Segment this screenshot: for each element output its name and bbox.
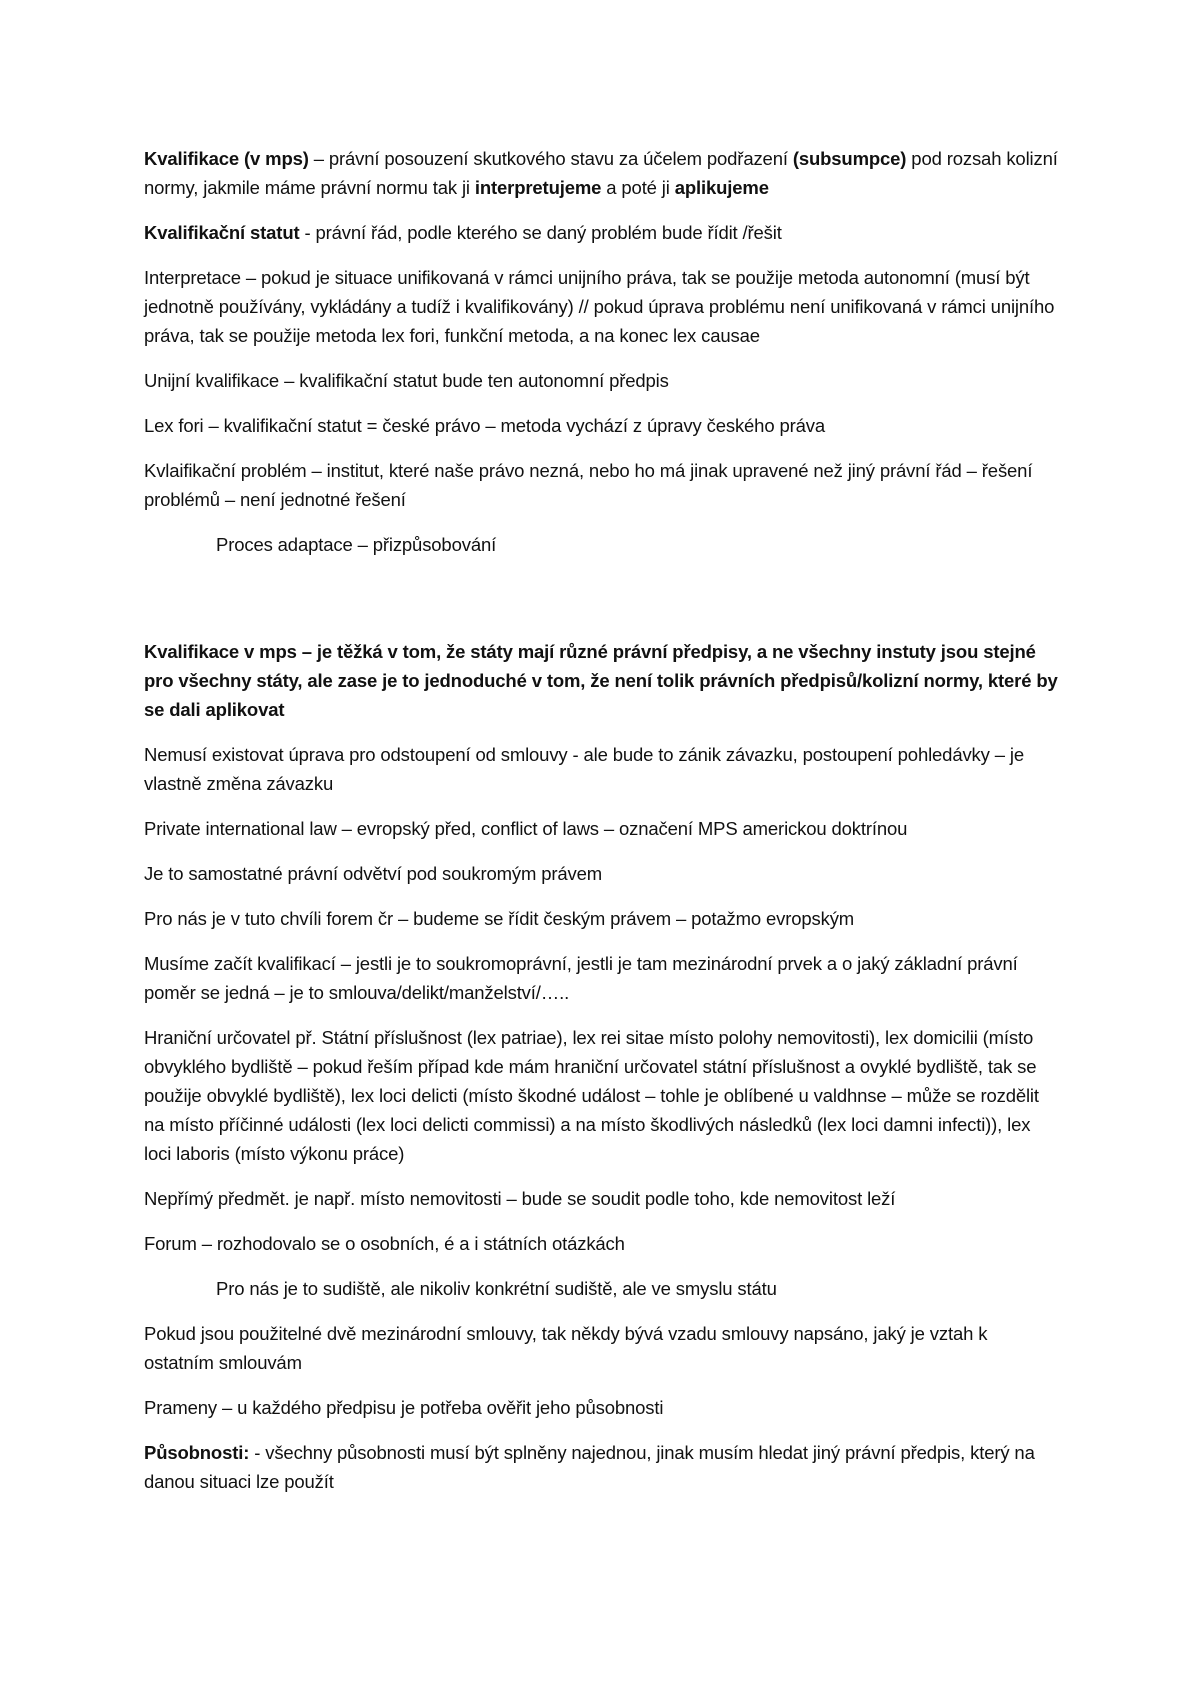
paragraph [144, 949, 1060, 1007]
paragraph [144, 814, 1060, 843]
text-run: Pro nás je to sudiště, ale nikoliv konkrétní sudiště, ale ve smyslu státu [216, 1278, 777, 1299]
paragraph [144, 144, 1060, 202]
text-run: Lex fori – kvalifikační statut = české právo – metoda vychází z úpravy českého práva [144, 415, 825, 436]
paragraph [144, 218, 1060, 247]
text-run: Je to samostatné právní odvětví pod soukromým právem [144, 863, 602, 884]
text-run: Private international law – evropský před, conflict of laws – označení MPS americkou doktrínou [144, 818, 908, 839]
text-run: – právní posouzení skutkového stavu za účelem podřazení [308, 148, 793, 169]
text-run: Unijní kvalifikace – kvalifikační statut bude ten autonomní předpis [144, 370, 669, 391]
text-run: Kvlaifikační problém – institut, které naše právo nezná, nebo ho má jinak upravené než jiný právní řád – řešení problémů – není jednotné řešení [144, 460, 1033, 510]
text-run: Pro nás je v tuto chvíli forem čr – budeme se řídit českým právem – potažmo evropským [144, 908, 855, 929]
paragraph [144, 411, 1060, 440]
bold-text-run: (subsumpce) [792, 148, 907, 169]
bold-text-run: Působnosti: [144, 1442, 250, 1463]
text-run: Prameny – u každého předpisu je potřeba ověřit jeho působnosti [144, 1397, 664, 1418]
text-run: Forum – rozhodovalo se o osobních, é a i státních otázkách [144, 1233, 625, 1254]
paragraph [144, 740, 1060, 798]
bold-text-run: Kvalifikace v mps – je těžká v tom, že státy mají různé právní předpisy, a ne všechny instuty jsou stejné pro všechny státy, ale zase je to jednoduché v tom, že není tolik právních předpisů/kolizní normy, které by se dali aplikovat [144, 641, 1058, 720]
bold-text-run: aplikujeme [674, 177, 769, 198]
text-run: Musíme začít kvalifikací – jestli je to soukromoprávní, jestli je tam mezinárodní prvek a o jaký základní právní poměr se jedná – je to smlouva/delikt/manželství/….. [144, 953, 1018, 1003]
text-run: Nepřímý předmět. je např. místo nemovitosti – bude se soudit podle toho, kde nemovitost leží [144, 1188, 896, 1209]
bold-text-run: interpretujeme [474, 177, 602, 198]
text-run: Pokud jsou použitelné dvě mezinárodní smlouvy, tak někdy bývá vzadu smlouvy napsáno, jaký je vztah k ostatním smlouvám [144, 1323, 988, 1373]
paragraph [144, 1319, 1060, 1377]
paragraph [144, 1229, 1060, 1258]
bold-text-run: Kvalifikace (v mps) [144, 148, 309, 169]
paragraph [144, 859, 1060, 888]
paragraph [144, 366, 1060, 395]
text-run: - všechny působnosti musí být splněny najednou, jinak musím hledat jiný právní předpis, který na danou situaci lze použít [144, 1442, 1035, 1492]
paragraph [144, 637, 1060, 724]
text-run: a poté ji [601, 177, 675, 198]
paragraph-gap [144, 575, 1060, 637]
bold-text-run: Kvalifikační statut [144, 222, 300, 243]
paragraph [144, 1184, 1060, 1213]
paragraph [144, 456, 1060, 514]
paragraph [144, 530, 1060, 559]
text-run: pod rozsah kolizní normy, jakmile máme právní normu tak ji [144, 148, 1058, 198]
text-run: Interpretace – pokud je situace unifikovaná v rámci unijního práva, tak se použije metoda autonomní (musí být jednotně používány, vykládány a tudíž i kvalifikovány) // pokud úprava problému není unifikovaná v rámci unijního práva, tak se použije metoda lex fori, funkční metoda, a na konec lex causae [144, 267, 1055, 346]
text-run: Proces adaptace – přizpůsobování [216, 534, 497, 555]
paragraph [144, 1438, 1060, 1496]
paragraph [144, 1274, 1060, 1303]
text-run: Hraniční určovatel př. Státní příslušnost (lex patriae), lex rei sitae místo polohy nemovitosti), lex domicilii (místo obvyklého bydliště – pokud řeším případ kde mám hraniční určovatel státní příslušnost a ovyklé bydliště, tak se použije obvyklé bydliště), lex loci delicti (místo škodné událost – tohle je oblíbené u valdhnse – může se rozdělit na místo příčinné události (lex loci delicti commissi) a na místo škodlivých následků (lex loci damni infecti)), lex loci laboris (místo výkonu práce) [144, 1027, 1039, 1164]
paragraph [144, 1393, 1060, 1422]
paragraph [144, 1023, 1060, 1168]
paragraph [144, 263, 1060, 350]
paragraph [144, 904, 1060, 933]
text-run: Nemusí existovat úprava pro odstoupení od smlouvy - ale bude to zánik závazku, postoupení pohledávky – je vlastně změna závazku [144, 744, 1024, 794]
text-run: - právní řád, podle kterého se daný problém bude řídit /řešit [299, 222, 782, 243]
